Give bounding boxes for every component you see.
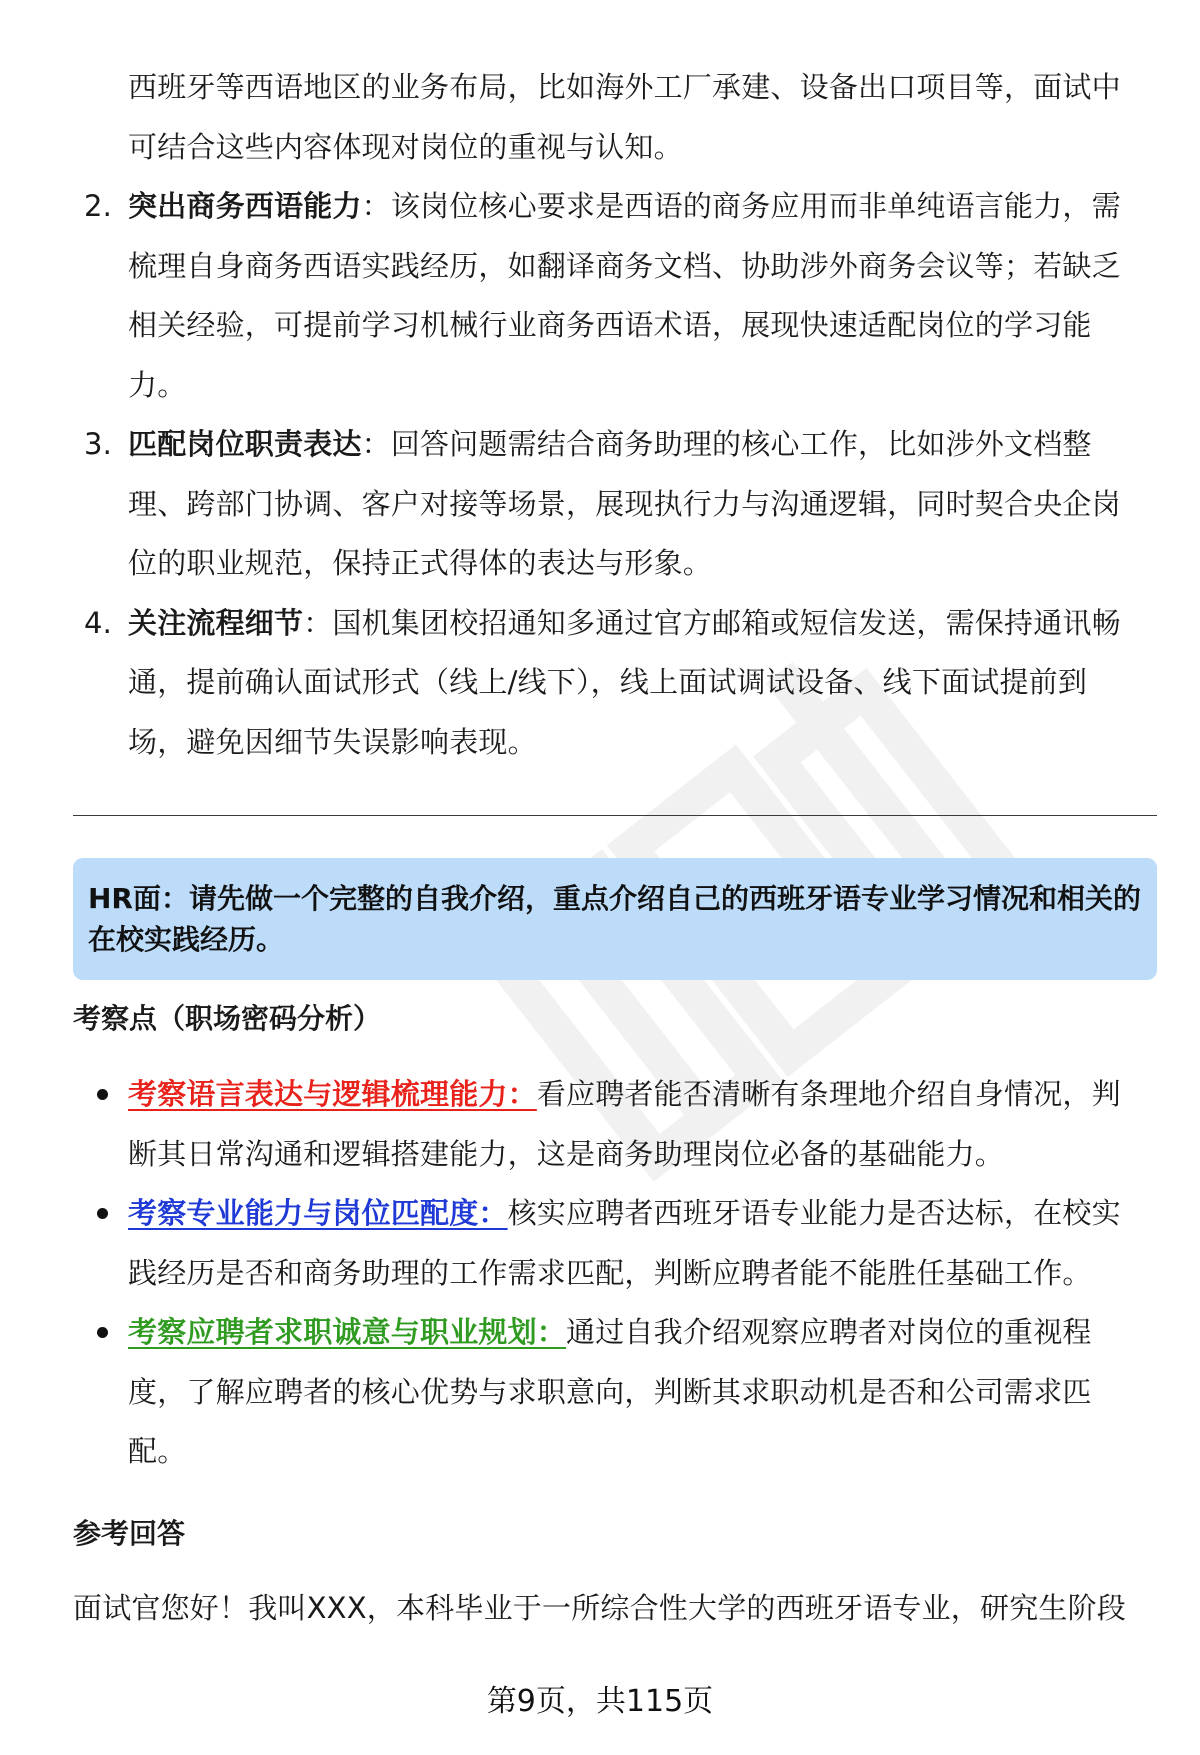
tip-item xyxy=(84,415,1138,594)
evaluation-points-list xyxy=(128,1065,1138,1482)
point-label: 考察语言表达与逻辑梳理能力： xyxy=(128,1077,537,1111)
tip-separator: ： xyxy=(361,427,391,461)
list-item xyxy=(128,1184,1138,1303)
hr-question-text: HR面：请先做一个完整的自我介绍，重点介绍自己的西班牙语专业学习情况和相关的在校实践经历。 xyxy=(88,882,1141,956)
point-label: 考察专业能力与岗位匹配度： xyxy=(128,1196,508,1230)
tip-item xyxy=(84,594,1138,773)
tip-separator: ： xyxy=(303,605,333,640)
tip-title: 匹配岗位职责表达 xyxy=(128,427,362,461)
bullet-dot-icon xyxy=(97,1208,108,1219)
reference-answer: 面试官您好！我叫XXX，本科毕业于一所综合性大学的西班牙语专业，研究生阶段 xyxy=(73,1591,1127,1625)
tip-number: 2. xyxy=(84,189,113,223)
bullet-dot-icon xyxy=(97,1089,108,1100)
tip-item xyxy=(84,177,1138,415)
tip-body: 国机集团校招通知多通过官方邮箱或短信发送，需保持通讯畅通，提前确认面试形式（线上/线下），线上面试调试设备、线下面试提前到场，避免因细节失误影响表现。 xyxy=(128,605,1121,759)
continuation-paragraph: 西班牙等西语地区的业务布局，比如海外工厂承建、设备出口项目等，面试中可结合这些内容体现对岗位的重视与认知。 xyxy=(128,70,1121,164)
section-divider xyxy=(73,815,1157,816)
tip-number: 3. xyxy=(84,427,113,461)
list-item xyxy=(128,1065,1138,1184)
bullet-dot-icon xyxy=(97,1327,108,1338)
tips-section xyxy=(84,58,1138,772)
point-body: 通过自我介绍观察应聘者对岗位的重视程度，了解应聘者的核心优势与求职意向，判断其求职动机是否和公司需求匹配。 xyxy=(128,1315,1092,1468)
points-heading: 考察点（职场密码分析） xyxy=(73,1002,382,1035)
tip-title: 突出商务西语能力 xyxy=(128,189,362,223)
page-number: 第9页，共115页 xyxy=(486,1684,714,1719)
point-label: 考察应聘者求职诚意与职业规划： xyxy=(128,1315,567,1349)
tip-separator: ： xyxy=(361,189,391,223)
tip-body: 回答问题需结合商务助理的核心工作，比如涉外文档整理、跨部门协调、客户对接等场景，展现执行力与沟通逻辑，同时契合央企岗位的职业规范，保持正式得体的表达与形象。 xyxy=(128,427,1121,580)
tip-body: 该岗位核心要求是西语的商务应用而非单纯语言能力，需梳理自身商务西语实践经历，如翻译商务文档、协助涉外商务会议等；若缺乏相关经验，可提前学习机械行业商务西语术语，展现快速适配岗位的学习能力。 xyxy=(128,189,1121,402)
tip-title: 关注流程细节 xyxy=(128,605,304,640)
hr-question-box xyxy=(73,858,1157,980)
list-item xyxy=(128,1303,1138,1482)
reference-heading: 参考回答 xyxy=(73,1517,186,1550)
point-body: 看应聘者能否清晰有条理地介绍自身情况，判断其日常沟通和逻辑搭建能力，这是商务助理岗位必备的基础能力。 xyxy=(128,1077,1121,1171)
point-body: 核实应聘者西班牙语专业能力是否达标，在校实践经历是否和商务助理的工作需求匹配，判断应聘者能不能胜任基础工作。 xyxy=(128,1196,1121,1290)
tip-number: 4. xyxy=(84,605,113,640)
